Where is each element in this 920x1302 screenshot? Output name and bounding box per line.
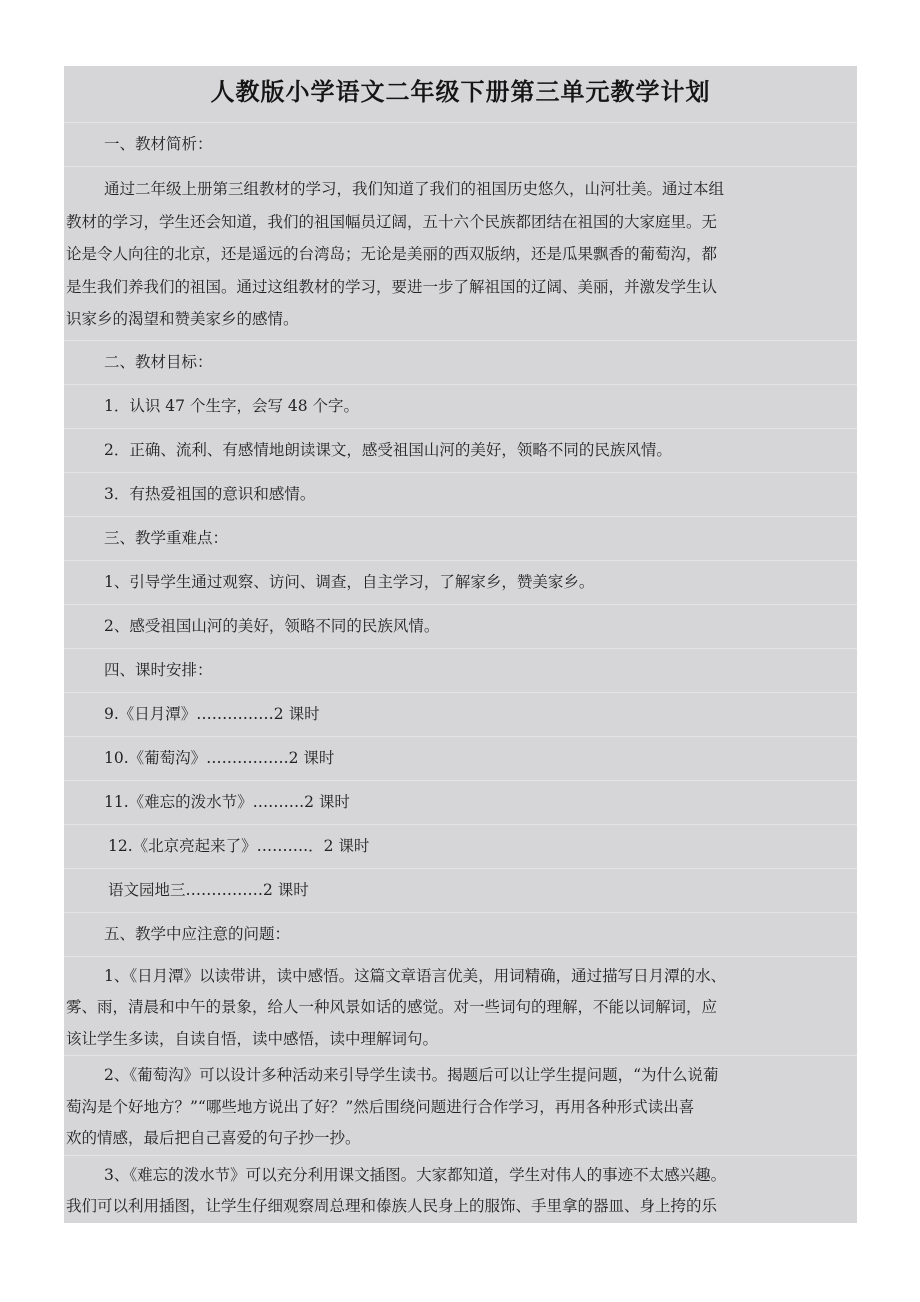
notes-paragraph-2 <box>64 1056 857 1156</box>
paragraph-line: 萄沟是个好地方？”“哪些地方说出了好？”然后围绕问题进行合作学习，再用各种形式读出喜 <box>66 1097 695 1116</box>
schedule-item: 12.《北京亮起来了》……….．2 课时 <box>64 825 857 869</box>
section-heading-textbook-analysis: 一、教材简析： <box>64 123 857 167</box>
document-title: 人教版小学语文二年级下册第三单元教学计划 <box>64 66 857 123</box>
section-heading-objectives: 二、教材目标： <box>64 341 857 385</box>
schedule-item: 11.《难忘的泼水节》……….2 课时 <box>64 781 857 825</box>
paragraph-line: 是生我们养我们的祖国。通过这组教材的学习，要进一步了解祖国的辽阔、美丽，并激发学生认 <box>66 277 718 296</box>
schedule-item: 语文园地三……………2 课时 <box>64 869 857 913</box>
notes-paragraph-1 <box>64 957 857 1057</box>
key-point-item: 1、引导学生通过观察、访问、调查，自主学习，了解家乡，赞美家乡。 <box>64 561 857 605</box>
section-heading-notes: 五、教学中应注意的问题： <box>64 913 857 957</box>
paragraph-line: 1、《日月潭》以读带讲，读中感悟。这篇文章语言优美，用词精确，通过描写日月潭的水、 <box>104 966 727 985</box>
paragraph-line: 我们可以利用插图，让学生仔细观察周总理和傣族人民身上的服饰、手里拿的器皿、身上挎的乐 <box>66 1197 718 1215</box>
notes-paragraph-3 <box>64 1156 857 1223</box>
paragraph-line: 3、《难忘的泼水节》可以充分利用课文插图。大家都知道，学生对伟人的事迹不太感兴趣。 <box>104 1165 727 1184</box>
paragraph-line: 雾、雨，清晨和中午的景象，给人一种风景如话的感觉。对一些词句的理解，不能以词解词，应 <box>66 998 718 1016</box>
paragraph-line: 该让学生多读，自读自悟，读中感悟，读中理解词句。 <box>66 1029 439 1048</box>
paragraph-line: 2、《葡萄沟》可以设计多种活动来引导学生读书。揭题后可以让学生提问题，“为什么说葡 <box>104 1066 719 1084</box>
schedule-item: 10.《葡萄沟》…………….2 课时 <box>64 737 857 781</box>
schedule-item: 9.《日月潭》……………2 课时 <box>64 693 857 737</box>
section-heading-key-points: 三、教学重难点： <box>64 517 857 561</box>
paragraph-line: 通过二年级上册第三组教材的学习，我们知道了我们的祖国历史悠久，山河壮美。通过本组 <box>104 180 725 198</box>
objective-item: 2．正确、流利、有感情地朗读课文，感受祖国山河的美好，领略不同的民族风情。 <box>64 429 857 473</box>
textbook-analysis-paragraph <box>64 167 857 341</box>
section-heading-schedule: 四、课时安排： <box>64 649 857 693</box>
paragraph-line: 教材的学习，学生还会知道，我们的祖国幅员辽阔，五十六个民族都团结在祖国的大家庭里。无 <box>66 212 718 231</box>
paragraph-line: 识家乡的渴望和赞美家乡的感情。 <box>66 310 299 328</box>
document-page <box>64 66 857 1223</box>
paragraph-line: 论是令人向往的北京，还是遥远的台湾岛；无论是美丽的西双版纳，还是瓜果飘香的葡萄沟，都 <box>66 245 718 263</box>
paragraph-line: 欢的情感，最后把自己喜爱的句子抄一抄。 <box>66 1129 361 1147</box>
key-point-item: 2、感受祖国山河的美好，领略不同的民族风情。 <box>64 605 857 649</box>
objective-item: 1．认识 47 个生字，会写 48 个字。 <box>64 385 857 429</box>
objective-item: 3．有热爱祖国的意识和感情。 <box>64 473 857 517</box>
